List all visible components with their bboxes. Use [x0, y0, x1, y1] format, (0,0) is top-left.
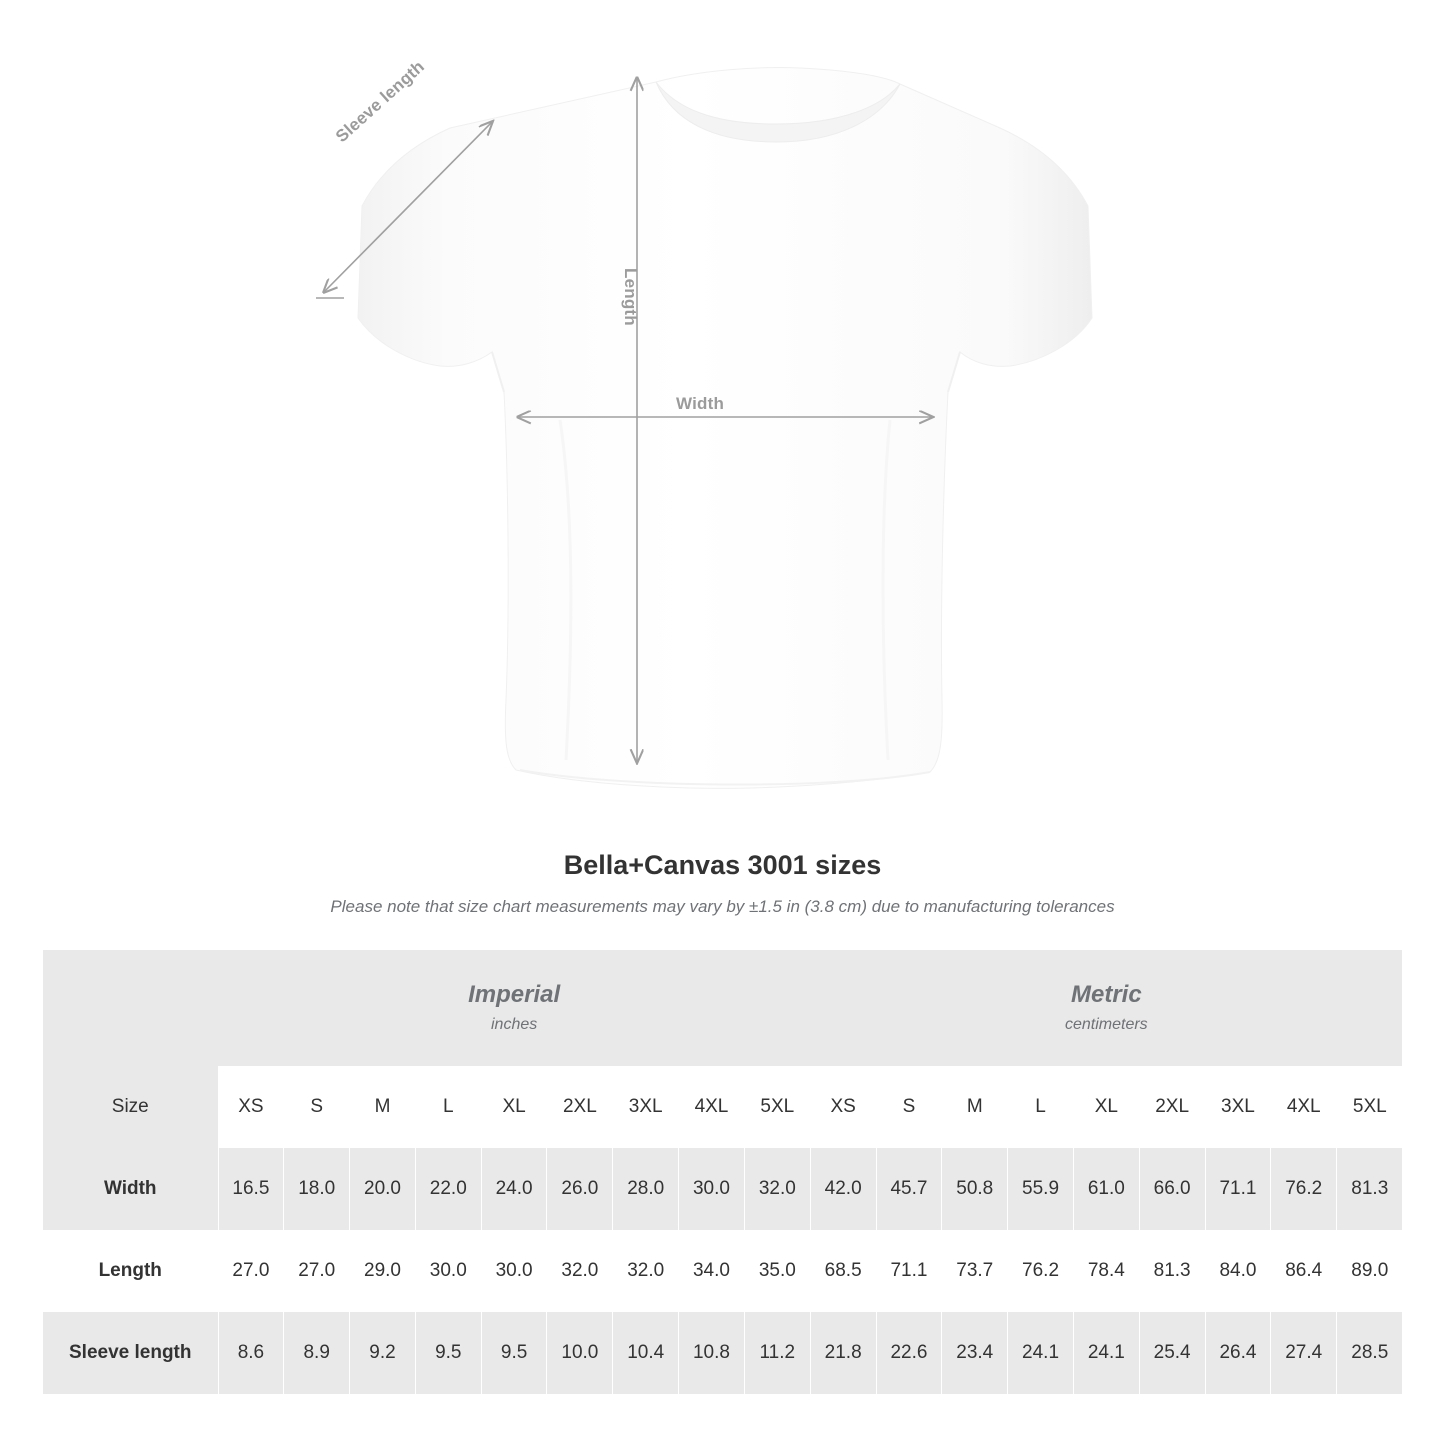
cell-length-5xl-cm: 89.0: [1337, 1230, 1403, 1312]
cell-width-s-cm: 45.7: [876, 1148, 942, 1230]
cell-length-2xl-in: 32.0: [547, 1230, 613, 1312]
cell-sleeve-4xl-cm: 27.4: [1271, 1312, 1337, 1394]
cell-width-2xl-in: 26.0: [547, 1148, 613, 1230]
unit-system-row: [43, 950, 1402, 1066]
cell-length-4xl-in: 34.0: [679, 1230, 745, 1312]
cell-width-xs-in: 16.5: [218, 1148, 284, 1230]
cell-width-xl-in: 24.0: [481, 1148, 547, 1230]
header-size-l-metric: L: [1008, 1066, 1074, 1148]
cell-width-l-in: 22.0: [415, 1148, 481, 1230]
cell-sleeve-s-cm: 22.6: [876, 1312, 942, 1394]
header-size-2xl-metric: 2XL: [1139, 1066, 1205, 1148]
row-label-width: Width: [43, 1148, 218, 1230]
header-size-l-imperial: L: [415, 1066, 481, 1148]
cell-sleeve-l-in: 9.5: [415, 1312, 481, 1394]
cell-width-m-in: 20.0: [350, 1148, 416, 1230]
header-size-xs-imperial: XS: [218, 1066, 284, 1148]
cell-length-4xl-cm: 86.4: [1271, 1230, 1337, 1312]
header-size-4xl-imperial: 4XL: [679, 1066, 745, 1148]
header-size-s-metric: S: [876, 1066, 942, 1148]
table-row: [43, 1312, 1402, 1394]
cell-width-5xl-in: 32.0: [744, 1148, 810, 1230]
cell-length-3xl-in: 32.0: [613, 1230, 679, 1312]
cell-width-3xl-in: 28.0: [613, 1148, 679, 1230]
table-row: [43, 1148, 1402, 1230]
imperial-unit-label: inches: [491, 1016, 538, 1034]
cell-length-l-in: 30.0: [415, 1230, 481, 1312]
cell-width-s-in: 18.0: [284, 1148, 350, 1230]
cell-sleeve-3xl-cm: 26.4: [1205, 1312, 1271, 1394]
header-size-m-imperial: M: [350, 1066, 416, 1148]
tolerance-note: Please note that size chart measurements may vary by ±1.5 in (3.8 cm) due to manufacturing tolerances: [330, 897, 1115, 916]
cell-width-2xl-cm: 66.0: [1139, 1148, 1205, 1230]
header-size-4xl-metric: 4XL: [1271, 1066, 1337, 1148]
header-size-5xl-metric: 5XL: [1337, 1066, 1403, 1148]
cell-sleeve-m-cm: 23.4: [942, 1312, 1008, 1394]
cell-length-m-cm: 73.7: [942, 1230, 1008, 1312]
cell-width-5xl-cm: 81.3: [1337, 1148, 1403, 1230]
header-size-xl-metric: XL: [1073, 1066, 1139, 1148]
cell-width-3xl-cm: 71.1: [1205, 1148, 1271, 1230]
cell-sleeve-xs-in: 8.6: [218, 1312, 284, 1394]
cell-sleeve-xl-in: 9.5: [481, 1312, 547, 1394]
size-table: [43, 950, 1402, 1394]
cell-width-4xl-in: 30.0: [679, 1148, 745, 1230]
tshirt-shape: [358, 68, 1092, 789]
cell-length-5xl-in: 35.0: [744, 1230, 810, 1312]
table-row: [43, 1230, 1402, 1312]
cell-width-xl-cm: 61.0: [1073, 1148, 1139, 1230]
row-label-sleeve-length: Sleeve length: [43, 1312, 218, 1394]
imperial-group-header: [218, 950, 810, 1066]
width-label: Width: [676, 394, 725, 413]
cell-width-4xl-cm: 76.2: [1271, 1148, 1337, 1230]
cell-sleeve-s-in: 8.9: [284, 1312, 350, 1394]
sleeve-length-label: Sleeve length: [332, 56, 429, 147]
cell-sleeve-l-cm: 24.1: [1008, 1312, 1074, 1394]
header-size-m-metric: M: [942, 1066, 1008, 1148]
cell-sleeve-xl-cm: 24.1: [1073, 1312, 1139, 1394]
size-header-row: [43, 1066, 1402, 1148]
metric-system-label: Metric: [1071, 980, 1142, 1008]
size-header-cell: Size: [43, 1066, 218, 1148]
cell-length-xl-cm: 78.4: [1073, 1230, 1139, 1312]
header-size-s-imperial: S: [284, 1066, 350, 1148]
metric-group-header: [810, 950, 1402, 1066]
length-label: Length: [621, 268, 640, 326]
size-table-wrapper: [43, 950, 1402, 1394]
cell-length-s-cm: 71.1: [876, 1230, 942, 1312]
header-size-3xl-metric: 3XL: [1205, 1066, 1271, 1148]
imperial-system-label: Imperial: [468, 980, 561, 1008]
cell-width-m-cm: 50.8: [942, 1148, 1008, 1230]
header-size-2xl-imperial: 2XL: [547, 1066, 613, 1148]
cell-length-l-cm: 76.2: [1008, 1230, 1074, 1312]
cell-sleeve-xs-cm: 21.8: [810, 1312, 876, 1394]
header-size-5xl-imperial: 5XL: [744, 1066, 810, 1148]
cell-sleeve-5xl-in: 11.2: [744, 1312, 810, 1394]
cell-length-xs-cm: 68.5: [810, 1230, 876, 1312]
header-size-xl-imperial: XL: [481, 1066, 547, 1148]
cell-sleeve-4xl-in: 10.8: [679, 1312, 745, 1394]
page-title: Bella+Canvas 3001 sizes: [563, 850, 882, 880]
cell-length-2xl-cm: 81.3: [1139, 1230, 1205, 1312]
cell-sleeve-2xl-in: 10.0: [547, 1312, 613, 1394]
cell-sleeve-m-in: 9.2: [350, 1312, 416, 1394]
cell-width-l-cm: 55.9: [1008, 1148, 1074, 1230]
header-size-3xl-imperial: 3XL: [613, 1066, 679, 1148]
cell-sleeve-2xl-cm: 25.4: [1139, 1312, 1205, 1394]
row-label-length: Length: [43, 1230, 218, 1312]
unit-row-spacer: [43, 950, 218, 1066]
cell-sleeve-5xl-cm: 28.5: [1337, 1312, 1403, 1394]
cell-length-3xl-cm: 84.0: [1205, 1230, 1271, 1312]
cell-width-xs-cm: 42.0: [810, 1148, 876, 1230]
cell-length-xl-in: 30.0: [481, 1230, 547, 1312]
cell-length-s-in: 27.0: [284, 1230, 350, 1312]
header-size-xs-metric: XS: [810, 1066, 876, 1148]
cell-length-m-in: 29.0: [350, 1230, 416, 1312]
cell-length-xs-in: 27.0: [218, 1230, 284, 1312]
title-block: [0, 820, 1445, 917]
metric-unit-label: centimeters: [1064, 1016, 1148, 1034]
cell-sleeve-3xl-in: 10.4: [613, 1312, 679, 1394]
